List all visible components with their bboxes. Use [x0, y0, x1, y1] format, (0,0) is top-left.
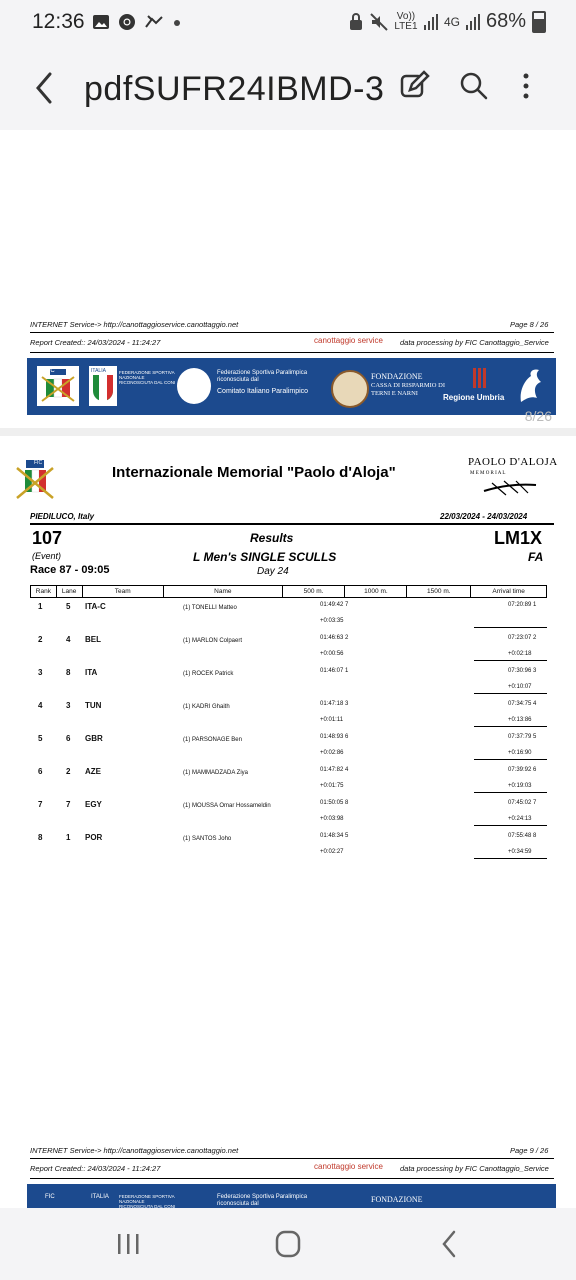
chevron-left-icon — [30, 68, 60, 108]
signal-icon — [424, 14, 438, 30]
arrival-time: 07:39:92 6 — [508, 767, 537, 773]
lane-cell: 3 — [66, 701, 71, 710]
team-cell: ITA-C — [85, 602, 106, 611]
gap-500: +0:01:75 — [320, 783, 344, 789]
url-line-p9: INTERNET Service-> http://canottaggioservice.canottaggio.net — [30, 1146, 239, 1155]
home-button[interactable] — [268, 1226, 308, 1262]
volte-indicator: Vo)) LTE1 — [394, 10, 418, 32]
sponsor-banner-p9: FIC ITALIA FEDERAZIONE SPORTIVA NAZIONALE RICONOSCIUTA DAL CONI Federazione Sportiva Paralimpica riconosciuta dal FONDAZIONE — [27, 1184, 556, 1208]
rank-cell: 8 — [38, 833, 43, 842]
team-cell: ITA — [85, 668, 98, 677]
page-label: Page 8 / 26 — [510, 320, 549, 329]
pdf-viewer[interactable] — [0, 130, 576, 1208]
arrival-time: 07:30:96 3 — [508, 668, 537, 674]
arrival-underline — [474, 759, 547, 760]
split-500: 01:50:05 8 — [320, 800, 349, 806]
status-bar — [0, 0, 576, 46]
event-number: 107 — [32, 528, 63, 548]
athlete-name: (1) MAMMADZADA Ziya — [183, 770, 249, 776]
race-info: Race 87 - 09:05 — [30, 564, 110, 576]
arrival-time: 07:37:79 5 — [508, 734, 537, 740]
service-logo-p9: canottaggio service — [314, 1162, 383, 1171]
boat-class-code: LM1X — [494, 528, 543, 548]
search-icon — [458, 70, 490, 102]
col-team: Team — [82, 586, 163, 598]
split-500: 01:47:18 3 — [320, 701, 349, 707]
split-500: 01:47:82 4 — [320, 767, 349, 773]
pdf-page-9: FIC Internazionale Memorial "Paolo d'Aloja" PAOLO D'ALOJA M E M O R I A L PIEDILUCO, Italy 22/03/2024 - 24/03/2024 107 Results LM1X (Event) L Men's SINGLE SCULLS FA Race 87 - 09:05 Day 24 Rank Lane Team Name 500 m. 1000 m. 1500 m. Arrival time 1 5 ITA-C (1) TONELLI Matteo 01:49:42 7 07:20:89 1 +0:03:35 2 4 BEL (1) MARLON Colpaert 01:46:63 2 07:23:07 2 +0:00:56 +0:02:18 3 8 ITA (1) ROCEK Patrick 01:46:07 1 07:30:96 3 +0:10:07 4 3 TUN (1) KADRI Ghaith 01:47:18 3 07:34:75 4 +0:01:11 +0:13:86 5 6 GBR (1) PARSONAGE Ben 01:48:93 6 07:37:79 5 +0:02:86 +0:16:90 6 2 AZE (1) MAMMADZADA Ziya 01:47:82 4 07:39:92 6 +0:01:75 +0:19:03 7 7 EGY (1) MOUSSA Omar Hossameldin 01:50:05 8 07:45:02 7 +0:03:98 +0:24:13 8 1 POR (1) SANTOS Joho 01:48:34 5 07:55:48 8 +0:02:27 +0:34:59 INTERNET Service-> http://canottaggioservice.canottaggio.net Page 9 / 26 Report Created:: 24/03/2024 - 11:24:27 canottaggio service data processing by FIC Canottaggio_Service FIC ITALIA FEDERAZIONE SPORTIVA NAZIONALE RICONOSCIUTA DAL CONI Federazione Sportiva Paralimpica riconosciuta dal FONDAZIONE — [0, 436, 576, 1208]
network-type: 4G — [443, 14, 460, 29]
athlete-name: (1) PARSONAGE Ben — [183, 737, 242, 743]
day-label: Day 24 — [257, 566, 289, 577]
team-cell: TUN — [85, 701, 102, 710]
missed-call-icon — [144, 13, 164, 31]
arrival-underline — [474, 825, 547, 826]
location: PIEDILUCO, Italy — [30, 512, 95, 521]
team-cell: EGY — [85, 800, 102, 809]
brand-name: PAOLO D'ALOJA — [468, 456, 558, 468]
col-rank: Rank — [31, 586, 57, 598]
document-title: pdfSUFR24IBMD-3 — [84, 70, 385, 108]
gap-arrival: +0:19:03 — [508, 783, 532, 789]
team-cell: POR — [85, 833, 103, 842]
results-table — [30, 585, 547, 598]
arrival-time: 07:55:48 8 — [508, 833, 537, 839]
lane-cell: 5 — [66, 602, 71, 611]
clock: 12:36 — [32, 10, 85, 33]
rank-cell: 1 — [38, 602, 43, 611]
brand-sub: M E M O R I A L — [470, 471, 506, 476]
mute-icon — [370, 13, 388, 31]
lane-cell: 4 — [66, 635, 71, 644]
pdf-page-8 — [0, 130, 576, 428]
team-cell: GBR — [85, 734, 103, 743]
arrival-time: 07:23:07 2 — [508, 635, 537, 641]
page-indicator: 8/26 — [524, 408, 552, 424]
nav-back-button[interactable] — [430, 1226, 470, 1262]
lane-cell: 2 — [66, 767, 71, 776]
gap-arrival: +0:24:13 — [508, 816, 532, 822]
arrival-underline — [474, 792, 547, 793]
lane-cell: 1 — [66, 833, 71, 842]
more-options-button[interactable] — [516, 70, 536, 106]
battery-icon — [532, 11, 546, 33]
arrival-time: 07:34:75 4 — [508, 701, 537, 707]
rank-cell: 5 — [38, 734, 43, 743]
lane-cell: 7 — [66, 800, 71, 809]
gap-arrival: +0:10:07 — [508, 684, 532, 690]
event-title: Internazionale Memorial "Paolo d'Aloja" — [112, 464, 396, 481]
arrival-underline — [474, 726, 547, 727]
back-icon — [430, 1226, 470, 1262]
athlete-name: (1) ROCEK Patrick — [183, 671, 234, 677]
col-lane: Lane — [56, 586, 82, 598]
fic-logo — [37, 366, 79, 406]
gap-arrival: +0:16:90 — [508, 750, 532, 756]
split-500: 01:48:93 6 — [320, 734, 349, 740]
col-arrival: Arrival time — [471, 586, 547, 598]
category-name: L Men's SINGLE SCULLS — [193, 550, 337, 564]
dot-icon — [172, 13, 182, 31]
arrival-underline — [474, 858, 547, 859]
edit-icon — [398, 70, 430, 102]
split-500: 01:48:34 5 — [320, 833, 349, 839]
arrival-underline — [474, 627, 547, 628]
paralympic-logo-icon — [177, 368, 211, 404]
report-created-p9: Report Created:: 24/03/2024 - 11:24:27 — [30, 1164, 161, 1173]
results-heading: Results — [250, 531, 294, 545]
arrival-underline — [474, 660, 547, 661]
gap-500: +0:03:35 — [320, 618, 344, 624]
service-logo: canottaggio service — [314, 336, 383, 345]
rank-cell: 2 — [38, 635, 43, 644]
team-cell: AZE — [85, 767, 101, 776]
athlete-name: (1) MOUSSA Omar Hossameldin — [183, 803, 271, 809]
edit-button[interactable] — [398, 70, 432, 106]
split-500: 01:46:07 1 — [320, 668, 349, 674]
event-dates: 22/03/2024 - 24/03/2024 — [440, 512, 528, 521]
search-button[interactable] — [458, 70, 492, 106]
page-label-p9: Page 9 / 26 — [510, 1146, 549, 1155]
lane-cell: 6 — [66, 734, 71, 743]
rank-cell: 3 — [38, 668, 43, 677]
gap-arrival: +0:02:18 — [508, 651, 532, 657]
rank-cell: 6 — [38, 767, 43, 776]
athlete-name: (1) TONELLI Matteo — [183, 605, 237, 611]
app-bar — [0, 50, 576, 130]
athlete-name: (1) SANTOS Joho — [183, 836, 232, 842]
gap-500: +0:02:27 — [320, 849, 344, 855]
lock-icon — [348, 12, 364, 32]
signal-icon-2 — [466, 14, 480, 30]
split-500: 01:46:63 2 — [320, 635, 349, 641]
gap-500: +0:02:86 — [320, 750, 344, 756]
gap-500: +0:01:11 — [320, 717, 344, 723]
col-name: Name — [164, 586, 283, 598]
athlete-name: (1) KADRI Ghaith — [183, 704, 230, 710]
more-vertical-icon — [516, 70, 536, 102]
recent-apps-button[interactable] — [108, 1226, 148, 1262]
col-1500: 1500 m. — [407, 586, 471, 598]
col-1000: 1000 m. — [345, 586, 407, 598]
lane-cell: 8 — [66, 668, 71, 677]
fondazione-seal-icon — [331, 370, 369, 408]
athlete-name: (1) MARLON Colpaert — [183, 638, 243, 644]
event-label: (Event) — [32, 551, 62, 561]
gap-arrival: +0:34:59 — [508, 849, 532, 855]
sponsor-banner: FIC ITALIA FEDERAZIONE SPORTIVA NAZIONALE RICONOSCIUTA DAL CONI Federazione Sportiva Paralimpica riconosciuta dal Comitato Italiano Paralimpico FONDAZIONE CASSA DI RISPARMIO DI TERNI E NARNI Regione Umbria — [27, 358, 556, 415]
rowing-boat-icon — [482, 479, 538, 497]
gap-arrival: +0:13:86 — [508, 717, 532, 723]
report-created: Report Created:: 24/03/2024 - 11:24:27 — [30, 338, 161, 347]
final-label: FA — [528, 550, 544, 564]
gap-500: +0:00:56 — [320, 651, 344, 657]
arrival-time: 07:20:89 1 — [508, 602, 537, 608]
processing-note-p9: data processing by FIC Canottaggio_Service — [400, 1164, 549, 1173]
navigation-bar — [0, 1208, 576, 1280]
split-500: 01:49:42 7 — [320, 602, 349, 608]
gap-500: +0:03:98 — [320, 816, 344, 822]
back-button[interactable] — [30, 68, 66, 108]
table-header — [31, 586, 547, 598]
arrival-underline — [474, 693, 547, 694]
chrome-icon — [118, 13, 136, 31]
home-icon — [268, 1226, 308, 1262]
team-cell: BEL — [85, 635, 101, 644]
recent-apps-icon — [108, 1226, 148, 1262]
battery-percent: 68% — [485, 10, 526, 32]
rank-cell: 7 — [38, 800, 43, 809]
gallery-icon — [92, 13, 110, 31]
col-500: 500 m. — [282, 586, 345, 598]
regione-emblem-icon — [473, 368, 487, 388]
arrival-time: 07:45:02 7 — [508, 800, 537, 806]
rank-cell: 4 — [38, 701, 43, 710]
url-line: INTERNET Service-> http://canottaggioservice.canottaggio.net — [30, 320, 239, 329]
terni-emblem-icon — [515, 364, 547, 408]
processing-note: data processing by FIC Canottaggio_Service — [400, 338, 549, 347]
